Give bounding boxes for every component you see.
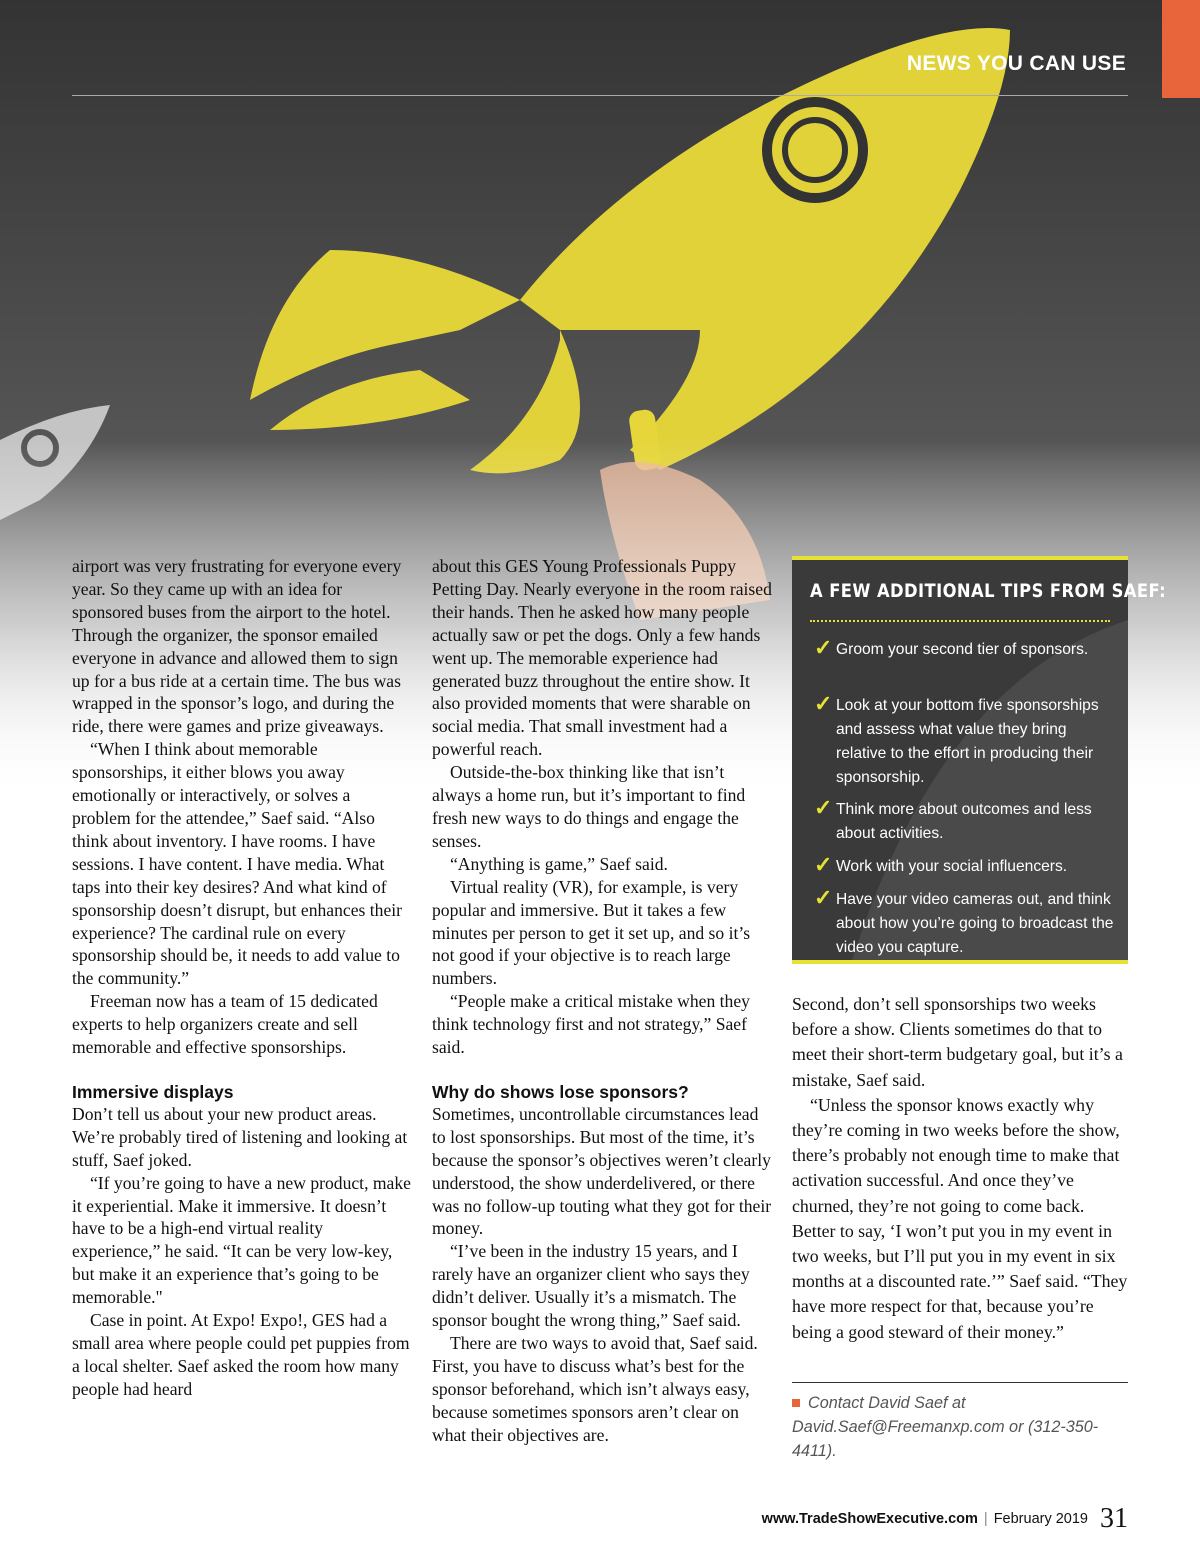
article-column-2 [432,555,772,1447]
page-footer [0,1503,1128,1535]
tip-item: ✓ Think more about outcomes and less about activities. [814,795,1092,842]
checkmark-icon: ✓ [814,795,833,820]
contact-note: Contact David Saef at David.Saef@Freemanxp.com or (312-350-4411). [792,1382,1128,1463]
paragraph: There are two ways to avoid that, Saef said. First, you have to discuss what’s best for the sponsor beforehand, which isn’t always easy, because sometimes sponsors aren’t clear on what their objectives are. [432,1333,758,1445]
checkmark-icon: ✓ [814,635,833,660]
footer-separator: | [983,1511,988,1527]
paragraph: “People make a critical mistake when they think technology first and not strategy,” Saef said. [432,991,750,1058]
section-tab [1162,0,1200,98]
tips-title: A FEW ADDITIONAL TIPS FROM SAEF: [810,580,1167,602]
paragraph: airport was very frustrating for everyone every year. So they came up with an idea for sponsored buses from the airport to the hotel. Through the organizer, the sponsor emailed everyone in advance and allowed them to sign up for a bus ride at a certain time. The bus was wrapped in the sponsor’s logo, and during the ride, there were games and prize giveaways. [72,556,402,737]
paragraph: Outside-the-box thinking like that isn’t always a home run, but it’s important to find fresh new ways to do things and engage the senses. [432,762,746,851]
paragraph: Case in point. At Expo! Expo!, GES had a small area where people could pet puppies from a local shelter. Saef asked the room how many people had heard [72,1310,410,1399]
paragraph: Don’t tell us about your new product areas. We’re probably tired of listening and looking at stuff, Saef joked. [72,1103,408,1170]
tips-sidebar [792,556,1167,964]
footer-website: www.TradeShowExecutive.com [761,1511,978,1527]
footer-date: February 2019 [993,1511,1088,1527]
bullet-square-icon [792,1399,800,1407]
tip-item: ✓ Have your video cameras out, and think about how you’re going to broadcast the video you capture. [814,885,1114,956]
article-column-3 [792,992,1132,1345]
paragraph: Virtual reality (VR), for example, is very popular and immersive. But it takes a few minutes per person to get it set up, and so it’s not good if your objective is to reach large numbers. [432,876,751,989]
tip-item: ✓ Groom your second tier of sponsors. [814,635,1089,660]
subheading-why-shows-lose-sponsors: Why do shows lose sponsors? [432,1081,689,1102]
section-label: NEWS YOU CAN USE [906,52,1126,75]
paragraph: “Anything is game,” Saef said. [450,853,668,874]
article-column-1 [72,555,412,1401]
dotted-divider [810,620,1110,622]
subheading-immersive-displays: Immersive displays [72,1081,234,1102]
checkmark-icon: ✓ [814,885,833,910]
paragraph: “When I think about memorable sponsorships, it either blows you away emotionally or interactively, or solves a problem for the attendee,” Saef said. “Also think about inventory. I have rooms. I have sessions. I have content. I have media. What taps into their key desires? And what kind of sponsorship doesn’t disrupt, but enhances their experience? The cardinal rule on every sponsorship should be, it needs to add value to the community.” [72,739,403,989]
checkmark-icon: ✓ [814,691,833,716]
paragraph: “I’ve been in the industry 15 years, and I rarely have an organizer client who says they didn’t deliver. Usually it’s a mismatch. The sponsor bought the wrong thing,” Saef said. [432,1241,750,1331]
paragraph: Second, don’t sell sponsorships two weeks before a show. Clients sometimes do that to meet their short-term budgetary goal, but it’s a mistake, Saef said. [792,994,1123,1090]
paragraph: Sometimes, uncontrollable circumstances lead to lost sponsorships. But most of the time, it’s because the sponsor’s objectives weren’t clearly understood, the show underdelivered, or there was no follow-up touting what they got for their money. [432,1103,772,1239]
tip-item: ✓ Work with your social influencers. [814,852,1068,877]
page-number: 31 [1100,1503,1128,1534]
paragraph: Freeman now has a team of 15 dedicated experts to help organizers create and sell memorable and effective sponsorships. [72,991,378,1058]
paragraph: “Unless the sponsor knows exactly why they’re coming in two weeks before the show, there’s probably not enough time to make that activation successful. And once they’ve churned, they’re not going to come back. Better to say, ‘I won’t put you in my event in two weeks, but I’ll put you in my event in six months at a discounted rate.’” Saef said. “They have more respect for that, because you’re being a good steward of their money.” [792,1094,1128,1342]
checkmark-icon: ✓ [814,852,833,877]
paragraph: about this GES Young Professionals Puppy Petting Day. Nearly everyone in the room raised their hands. Then he asked how many people actually saw or pet the dogs. Only a few hands went up. The memorable experience had generated buzz throughout the entire show. It also provided moments that were sharable on social media. That small investment had a powerful reach. [432,556,772,760]
header-rule [72,95,1128,96]
paragraph: “If you’re going to have a new product, make it experiential. Make it immersive. It doesn’t have to be a high-end virtual reality experience,” he said. “It can be very low-key, but make it an experience that’s going to be memorable." [72,1172,411,1308]
tip-item: ✓ Look at your bottom five sponsorships and assess what value they bring relative to the effort in producing their sponsorship. [814,691,1099,786]
